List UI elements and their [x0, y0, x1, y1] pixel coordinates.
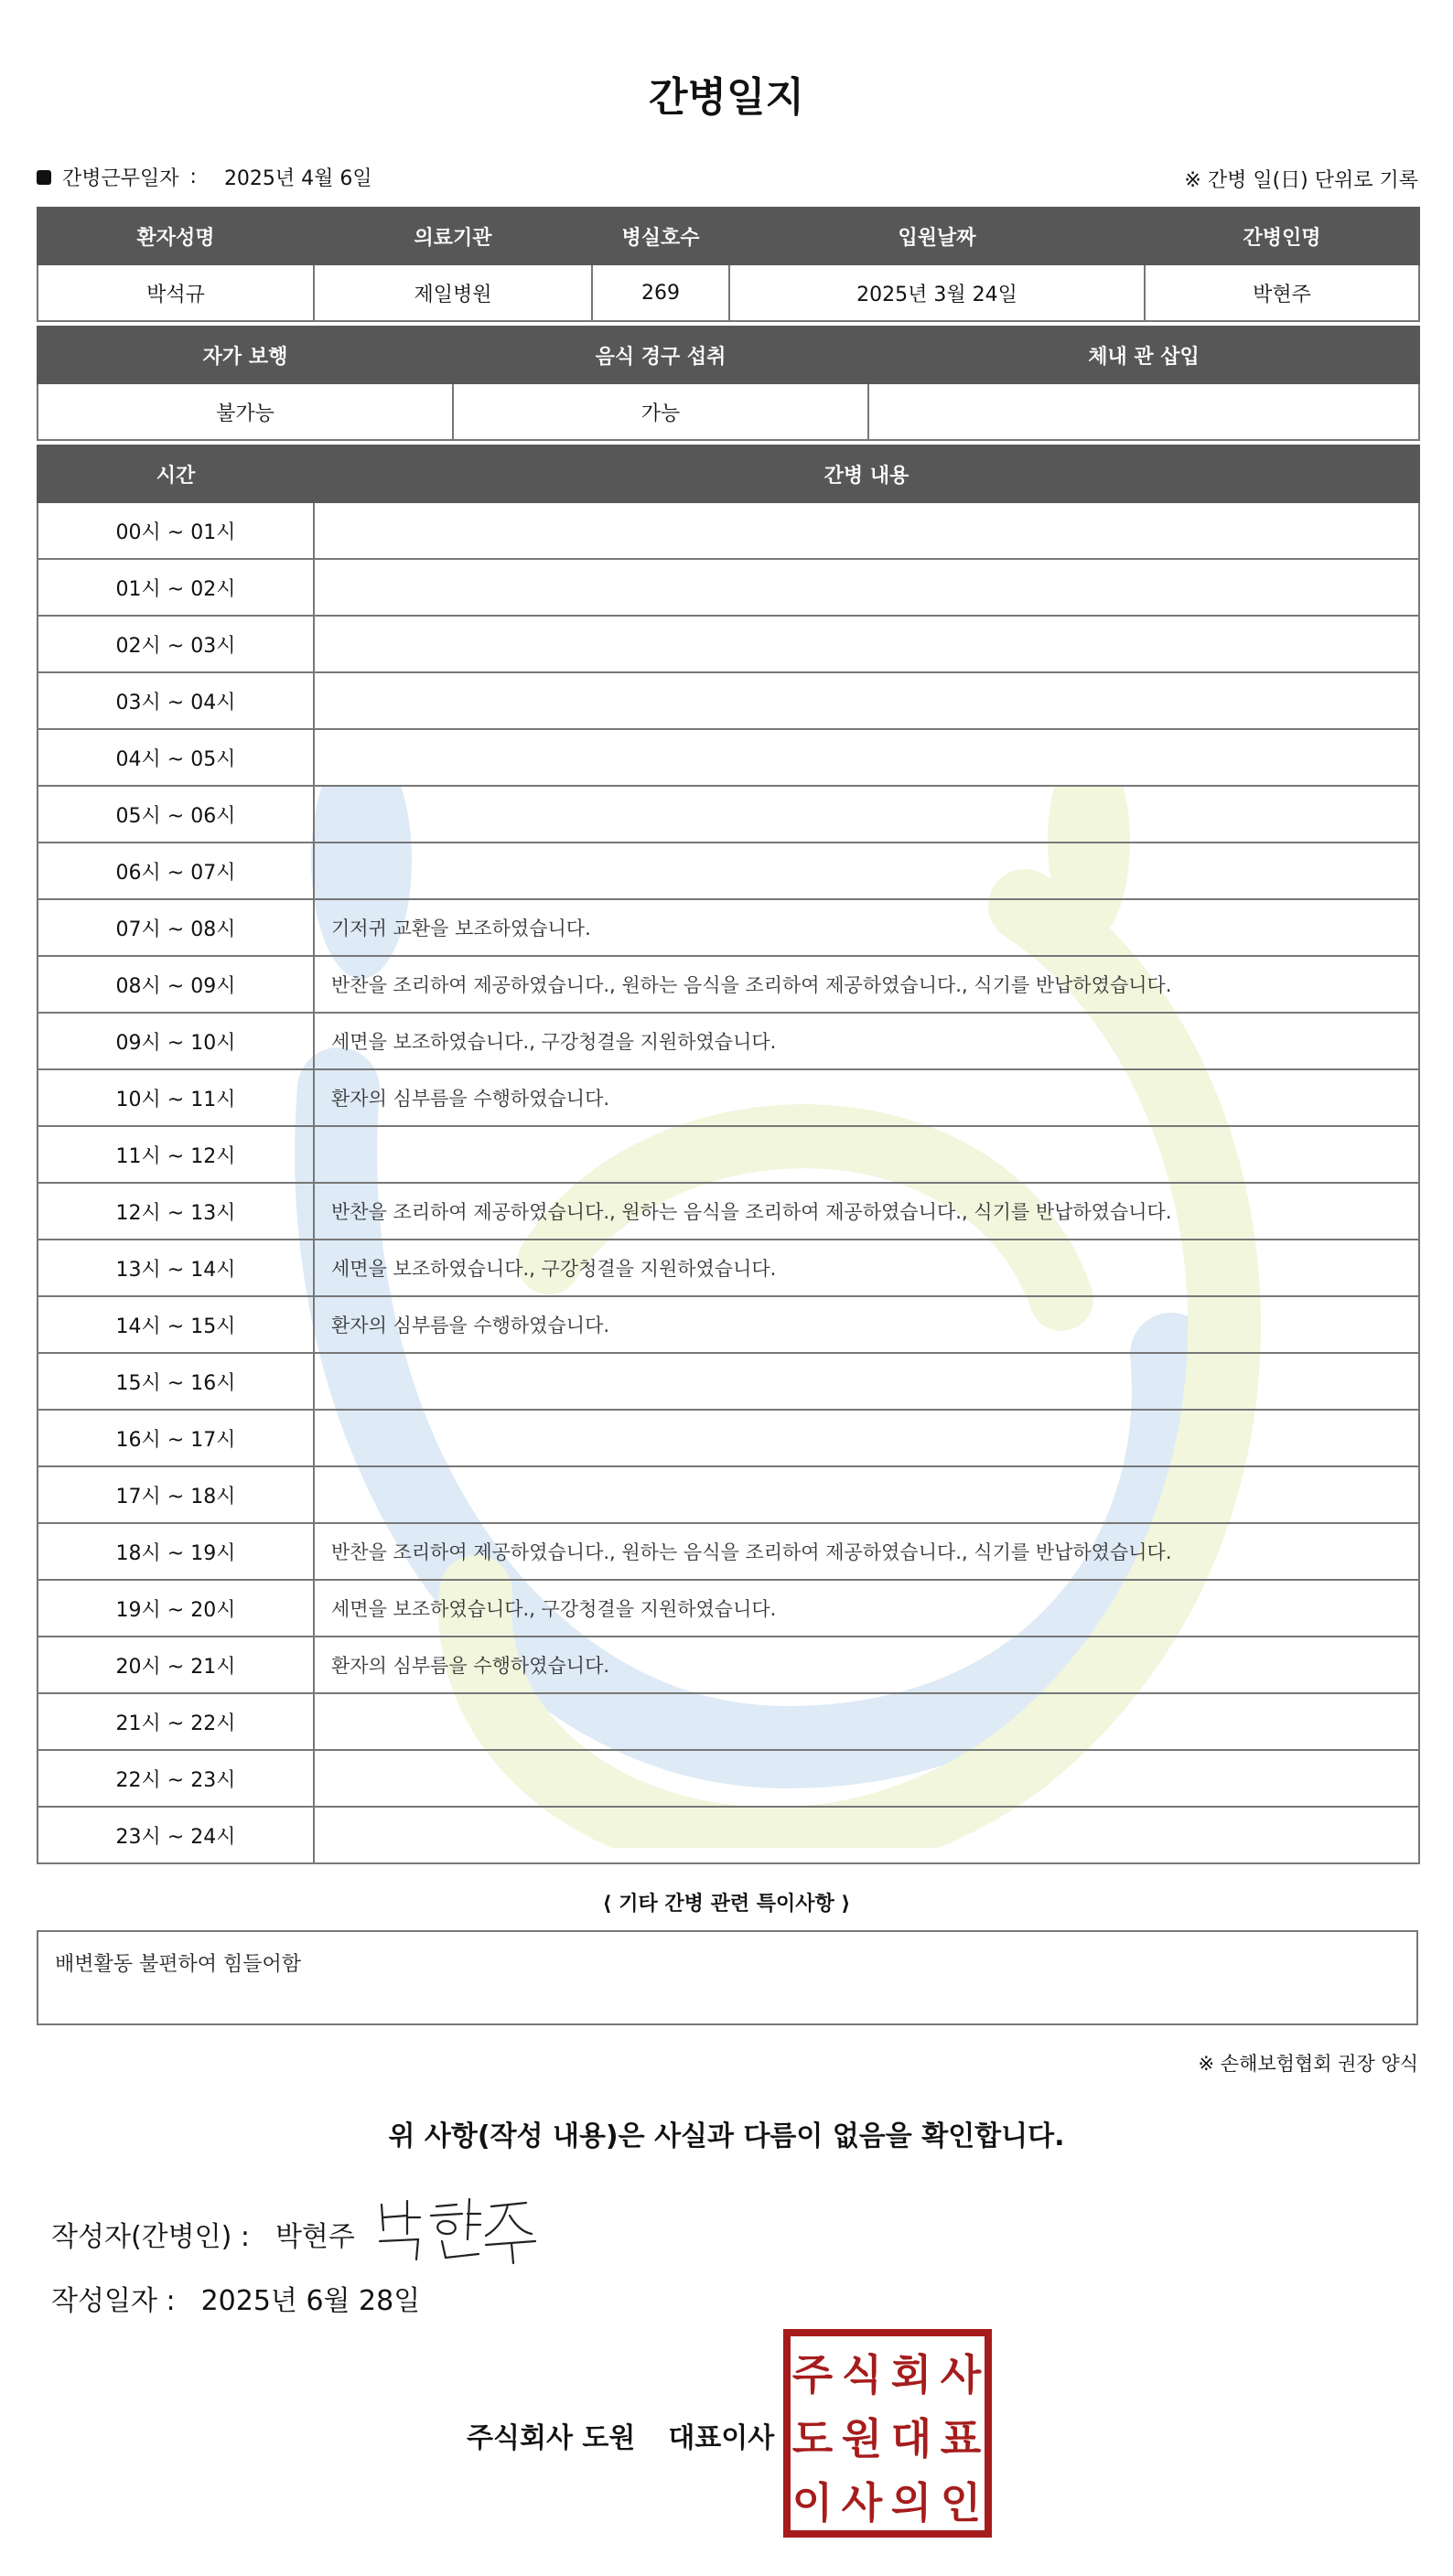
time-slot: 06시 ~ 07시 [38, 843, 314, 899]
time-slot: 19시 ~ 20시 [38, 1580, 314, 1637]
header-tube-insertion: 체내 관 삽입 [868, 327, 1419, 383]
table-row [38, 729, 1419, 786]
table-row [38, 1410, 1419, 1466]
unit-note: ※ 간병 일(日) 단위로 기록 [1184, 169, 1418, 192]
seal-character: 표 [940, 2414, 982, 2463]
written-date-row [51, 2278, 420, 2318]
care-log-body [38, 502, 1419, 1863]
care-log-header-row [38, 445, 1419, 502]
table-row [38, 1296, 1419, 1353]
work-date-value: 2025년 4월 6일 [223, 167, 372, 190]
table-row [38, 672, 1419, 729]
care-content: 반찬을 조리하여 제공하였습니다., 원하는 음식을 조리하여 제공하였습니다., 식기를 반납하였습니다. [314, 1523, 1419, 1580]
company-row [467, 2415, 774, 2455]
header-care-content: 간병 내용 [314, 445, 1419, 502]
care-content [314, 843, 1419, 899]
writer-row [51, 2214, 355, 2254]
time-slot: 02시 ~ 03시 [38, 616, 314, 672]
seal-character: 대 [890, 2414, 932, 2463]
table-row [38, 786, 1419, 843]
document-title: 간병일지 [648, 74, 804, 121]
care-content [314, 729, 1419, 786]
patient-status-value-row [38, 383, 1419, 440]
header-admission-date: 입원날짜 [729, 208, 1145, 264]
time-slot: 12시 ~ 13시 [38, 1183, 314, 1240]
care-content [314, 502, 1419, 559]
seal-character: 주 [791, 2350, 834, 2399]
header-time: 시간 [38, 445, 314, 502]
company-title: 대표이사 [668, 2422, 775, 2454]
oral-intake-value: 가능 [453, 383, 868, 440]
patient-info-value-row [38, 264, 1419, 321]
seal-character: 도 [791, 2414, 834, 2463]
time-slot: 08시 ~ 09시 [38, 956, 314, 1013]
special-notes-box [37, 1930, 1418, 2025]
table-row [38, 502, 1419, 559]
table-row [38, 1637, 1419, 1693]
tube-insertion-value [868, 383, 1419, 440]
time-slot: 09시 ~ 10시 [38, 1013, 314, 1069]
care-content: 세면을 보조하였습니다., 구강청결을 지원하였습니다. [314, 1240, 1419, 1296]
care-content [314, 1750, 1419, 1807]
time-slot: 11시 ~ 12시 [38, 1126, 314, 1183]
care-content: 환자의 심부름을 수행하였습니다. [314, 1296, 1419, 1353]
table-row [38, 559, 1419, 616]
care-content: 환자의 심부름을 수행하였습니다. [314, 1069, 1419, 1126]
table-row [38, 1580, 1419, 1637]
table-row [38, 899, 1419, 956]
header-room-number: 병실호수 [592, 208, 729, 264]
seal-character: 인 [940, 2478, 982, 2528]
time-slot: 04시 ~ 05시 [38, 729, 314, 786]
time-slot: 05시 ~ 06시 [38, 786, 314, 843]
care-content: 반찬을 조리하여 제공하였습니다., 원하는 음식을 조리하여 제공하였습니다., 식기를 반납하였습니다. [314, 956, 1419, 1013]
time-slot: 07시 ~ 08시 [38, 899, 314, 956]
table-row [38, 1693, 1419, 1750]
special-notes-content: 배변활동 불편하여 힘들어함 [55, 1953, 302, 1976]
patient-name: 박석규 [38, 264, 314, 321]
hospital: 제일병원 [314, 264, 592, 321]
table-row [38, 1807, 1419, 1863]
table-row [38, 1523, 1419, 1580]
care-content [314, 616, 1419, 672]
header-caregiver-name: 간병인명 [1145, 208, 1419, 264]
care-content: 세면을 보조하였습니다., 구강청결을 지원하였습니다. [314, 1580, 1419, 1637]
writer-label: 작성자(간병인) : [51, 2221, 250, 2253]
time-slot: 22시 ~ 23시 [38, 1750, 314, 1807]
work-date-separator: : [189, 166, 197, 188]
table-row [38, 843, 1419, 899]
handwritten-signature [371, 2194, 544, 2267]
admission-date: 2025년 3월 24일 [729, 264, 1145, 321]
self-walking-value: 불가능 [38, 383, 453, 440]
recommend-note: ※ 손해보험협회 권장 양식 [1198, 2053, 1418, 2075]
time-slot: 14시 ~ 15시 [38, 1296, 314, 1353]
time-slot: 01시 ~ 02시 [38, 559, 314, 616]
time-slot: 17시 ~ 18시 [38, 1466, 314, 1523]
care-content: 기저귀 교환을 보조하였습니다. [314, 899, 1419, 956]
work-date-label: 간병근무일자 [62, 167, 179, 190]
seal-character: 의 [890, 2478, 932, 2528]
written-date-value: 2025년 6월 28일 [200, 2285, 421, 2317]
care-content [314, 1410, 1419, 1466]
time-slot: 21시 ~ 22시 [38, 1693, 314, 1750]
care-content: 환자의 심부름을 수행하였습니다. [314, 1637, 1419, 1693]
table-row [38, 1126, 1419, 1183]
seal-character: 식 [841, 2350, 883, 2399]
care-content [314, 786, 1419, 843]
seal-character: 사 [940, 2350, 982, 2399]
company-seal [783, 2329, 992, 2538]
table-row [38, 956, 1419, 1013]
writer-name: 박현주 [274, 2221, 355, 2253]
time-slot: 23시 ~ 24시 [38, 1807, 314, 1863]
square-bullet-icon [37, 170, 51, 185]
care-content [314, 1353, 1419, 1410]
patient-info-table [37, 207, 1420, 322]
header-oral-intake: 음식 경구 섭취 [453, 327, 868, 383]
table-row [38, 1353, 1419, 1410]
table-row [38, 1069, 1419, 1126]
seal-character: 원 [841, 2414, 883, 2463]
care-content: 세면을 보조하였습니다., 구강청결을 지원하였습니다. [314, 1013, 1419, 1069]
table-row [38, 1240, 1419, 1296]
confirmation-statement: 위 사항(작성 내용)은 사실과 다름이 없음을 확인합니다. [388, 2120, 1065, 2152]
patient-status-table [37, 326, 1420, 441]
care-content [314, 559, 1419, 616]
written-date-label: 작성일자 : [51, 2285, 176, 2317]
header-self-walking: 자가 보행 [38, 327, 453, 383]
table-row [38, 616, 1419, 672]
time-slot: 16시 ~ 17시 [38, 1410, 314, 1466]
patient-status-header-row [38, 327, 1419, 383]
care-log-table [37, 445, 1420, 1864]
caregiver-name: 박현주 [1145, 264, 1419, 321]
seal-character: 회 [890, 2350, 932, 2399]
time-slot: 03시 ~ 04시 [38, 672, 314, 729]
care-content [314, 1466, 1419, 1523]
table-row [38, 1750, 1419, 1807]
special-notes-title: ⟨ 기타 간병 관련 특이사항 ⟩ [602, 1893, 851, 1916]
patient-info-header-row [38, 208, 1419, 264]
work-date-row [37, 163, 372, 191]
care-content [314, 1807, 1419, 1863]
table-row [38, 1013, 1419, 1069]
table-row [38, 1183, 1419, 1240]
time-slot: 13시 ~ 14시 [38, 1240, 314, 1296]
time-slot: 10시 ~ 11시 [38, 1069, 314, 1126]
time-slot: 15시 ~ 16시 [38, 1353, 314, 1410]
time-slot: 00시 ~ 01시 [38, 502, 314, 559]
table-row [38, 1466, 1419, 1523]
care-content [314, 672, 1419, 729]
care-content: 반찬을 조리하여 제공하였습니다., 원하는 음식을 조리하여 제공하였습니다., 식기를 반납하였습니다. [314, 1183, 1419, 1240]
time-slot: 18시 ~ 19시 [38, 1523, 314, 1580]
care-content [314, 1693, 1419, 1750]
header-patient-name: 환자성명 [38, 208, 314, 264]
seal-character: 사 [841, 2478, 883, 2528]
seal-character: 이 [791, 2478, 834, 2528]
room-number: 269 [592, 264, 729, 321]
care-content [314, 1126, 1419, 1183]
header-hospital: 의료기관 [314, 208, 592, 264]
company-name: 주식회사 도원 [467, 2422, 636, 2454]
time-slot: 20시 ~ 21시 [38, 1637, 314, 1693]
